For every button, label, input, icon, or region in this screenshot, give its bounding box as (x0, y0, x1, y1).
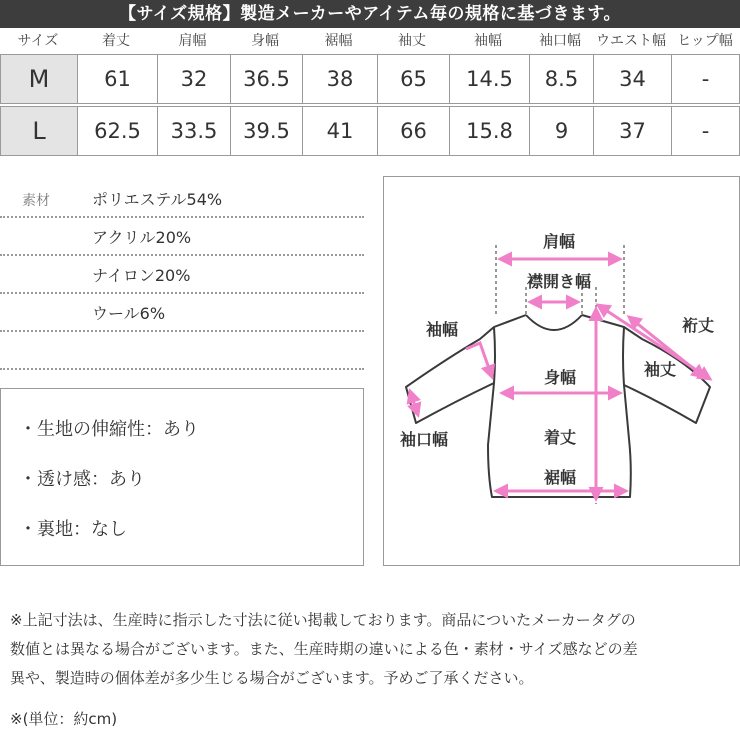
material-row (0, 218, 364, 256)
col-size: サイズ (17, 33, 59, 49)
property-stretch: ・生地の伸縮性：あり (19, 419, 199, 440)
label-total-length: 着丈 (543, 428, 577, 447)
value-cell: - (671, 107, 739, 155)
property-transparency: ・透け感：あり (19, 469, 145, 490)
material-value: ポリエステル54% (92, 190, 223, 209)
label-body-width: 身幅 (543, 368, 577, 387)
value-cell: 37 (593, 107, 671, 155)
col-hem: 裾幅 (324, 33, 353, 49)
material-value: ナイロン20% (92, 266, 191, 285)
material-row (0, 294, 364, 332)
size-cell: M (1, 55, 77, 103)
note-line: ※上記寸法は、生産時に指示した寸法に従い掲載しております。商品についたメーカータグの (10, 611, 636, 629)
material-value: アクリル20% (92, 228, 192, 247)
label-sleeve-length: 袖丈 (643, 360, 677, 379)
material-row (0, 180, 364, 218)
label-shoulder-width: 肩幅 (542, 232, 576, 251)
value-cell: 33.5 (157, 107, 230, 155)
col-sleeve: 袖丈 (398, 33, 426, 49)
table-row (0, 54, 740, 104)
col-cuff: 袖口幅 (539, 33, 581, 49)
col-shoulder: 肩幅 (178, 33, 207, 49)
value-cell: 66 (377, 107, 449, 155)
property-lining: ・裏地：なし (19, 519, 127, 540)
label-hem-width: 裾幅 (543, 468, 577, 487)
size-table-header (0, 30, 740, 52)
value-cell: 65 (377, 55, 449, 103)
value-cell: 62.5 (77, 107, 157, 155)
material-label: 素材 (22, 193, 50, 209)
value-cell: 8.5 (529, 55, 593, 103)
value-cell: 61 (77, 55, 157, 103)
value-cell: 15.8 (449, 107, 529, 155)
material-row (0, 256, 364, 294)
value-cell: 38 (302, 55, 377, 103)
col-length: 着丈 (102, 33, 130, 49)
value-cell: - (671, 55, 739, 103)
col-sleeve-w: 袖幅 (474, 33, 502, 49)
value-cell: 36.5 (230, 55, 302, 103)
table-row (0, 106, 740, 156)
fabric-properties-box (0, 388, 364, 566)
garment-diagram-svg (384, 177, 739, 565)
col-hip: ヒップ幅 (677, 33, 733, 49)
label-sleeve-width: 袖幅 (425, 320, 459, 339)
note-line: 数値とは異なる場合がございます。また、生産時期の違いによる色・素材・サイズ感などの差 (10, 640, 638, 658)
note-line: 異や、製造時の個体差が多少生じる場合がございます。予めご了承ください。 (10, 669, 534, 687)
label-cuff-width: 袖口幅 (399, 430, 449, 449)
size-spec-banner: 【サイズ規格】製造メーカーやアイテム毎の規格に基づきます。 (0, 0, 740, 28)
material-row (0, 332, 364, 370)
unit-note: ※(単位：約cm) (10, 710, 118, 728)
disclaimer-notes (10, 606, 732, 693)
value-cell: 41 (302, 107, 377, 155)
value-cell: 39.5 (230, 107, 302, 155)
size-cell: L (1, 107, 77, 155)
sleeve-width-arrow (466, 343, 492, 377)
measurement-diagram (383, 176, 740, 566)
col-waist: ウエスト幅 (596, 33, 666, 49)
label-neck-width: 襟開き幅 (526, 272, 592, 291)
value-cell: 14.5 (449, 55, 529, 103)
col-chest: 身幅 (251, 33, 279, 49)
label-nude-length: 裄丈 (681, 316, 715, 335)
value-cell: 9 (529, 107, 593, 155)
value-cell: 34 (593, 55, 671, 103)
material-value: ウール6% (92, 304, 166, 323)
value-cell: 32 (157, 55, 230, 103)
